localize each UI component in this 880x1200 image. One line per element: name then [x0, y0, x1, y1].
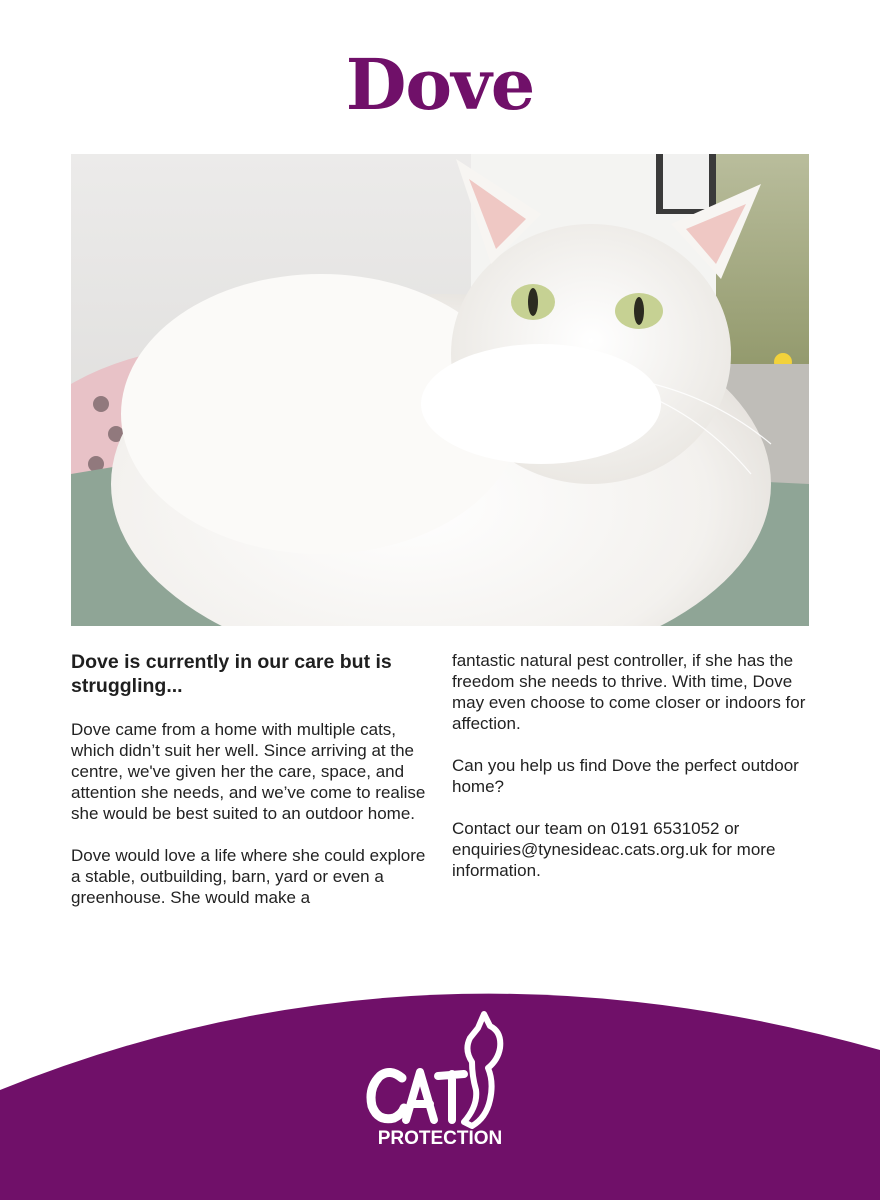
paragraph-lifestyle: Dove would love a life where she could explore a stable, outbuilding, barn, yard or even a greenhouse. She would make a [71, 846, 426, 907]
paragraph-intro: Dove came from a home with multiple cats, which didn’t suit her well. Since arriving at the centre, we've given her the care, space, and attention she needs, and we’ve come to realise she would be best suited to an outdoor home. [71, 720, 426, 823]
logo-sub-text: PROTECTION [377, 1128, 503, 1149]
page-title: Dove [345, 43, 535, 126]
cats-protection-logo [360, 1010, 520, 1170]
cat-photo [71, 154, 809, 626]
paragraph-contact: Contact our team on 0191 6531052 or enquiries@tynesideac.cats.org.uk for more information. [452, 819, 776, 880]
paragraph-continued: fantastic natural pest controller, if she has the freedom she needs to thrive. With time, Dove may even choose to come closer or indoors for affection. [452, 651, 806, 733]
cat-photo-illustration [71, 154, 809, 626]
section-heading: Dove is currently in our care but is struggling... [71, 651, 392, 697]
cat-silhouette-icon [360, 1010, 520, 1130]
paragraph-question: Can you help us find Dove the perfect outdoor home? [452, 756, 799, 796]
left-column [71, 650, 433, 929]
right-column [452, 650, 814, 902]
